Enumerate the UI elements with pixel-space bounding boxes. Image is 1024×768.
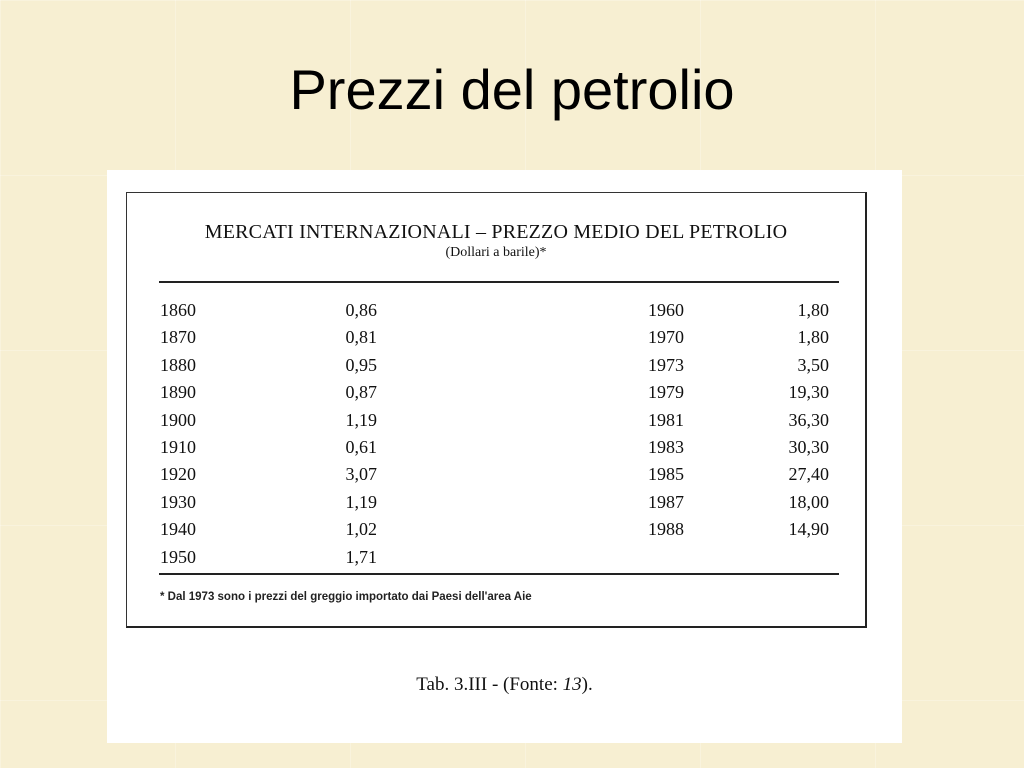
price-cell: 0,86 xyxy=(345,300,377,320)
price-cell: 19,30 xyxy=(788,382,829,403)
year-cell: 1950 xyxy=(160,546,196,567)
year-cell: 1930 xyxy=(160,491,196,512)
table-caption xyxy=(107,674,902,696)
right-year-column xyxy=(648,297,708,544)
table-subtitle: (Dollari a barile)* xyxy=(445,245,547,260)
year-cell: 1987 xyxy=(648,491,684,512)
year-cell: 1910 xyxy=(160,436,196,457)
price-cell: 3,50 xyxy=(797,354,829,375)
year-cell: 1973 xyxy=(648,354,684,375)
year-cell: 1970 xyxy=(648,327,684,348)
price-cell: 1,71 xyxy=(345,546,377,567)
table-bottom-rule xyxy=(159,573,839,575)
left-year-column xyxy=(160,297,220,571)
year-cell: 1880 xyxy=(160,354,196,375)
year-cell: 1870 xyxy=(160,327,196,348)
price-cell: 1,19 xyxy=(345,409,377,430)
price-cell: 0,87 xyxy=(345,382,377,403)
year-cell: 1983 xyxy=(648,436,684,457)
scanned-table-image xyxy=(107,170,902,743)
price-cell: 0,61 xyxy=(345,436,377,457)
year-cell: 1900 xyxy=(160,409,196,430)
table-title: MERCATI INTERNAZIONALI – PREZZO MEDIO DEL PETROLIO xyxy=(204,221,788,243)
price-cell: 1,80 xyxy=(797,300,829,320)
right-price-column xyxy=(747,297,829,544)
year-cell: 1860 xyxy=(160,300,196,320)
year-cell: 1981 xyxy=(648,409,684,430)
year-cell: 1988 xyxy=(648,519,684,540)
left-price-column xyxy=(317,297,377,571)
caption-source: 13 xyxy=(562,674,582,695)
year-cell: 1979 xyxy=(648,382,684,403)
table-top-rule xyxy=(159,281,839,283)
price-cell: 30,30 xyxy=(788,436,829,457)
year-cell: 1960 xyxy=(648,300,684,320)
year-cell: 1920 xyxy=(160,464,196,485)
year-cell: 1985 xyxy=(648,464,684,485)
price-cell: 1,80 xyxy=(797,327,829,348)
slide-title: Prezzi del petrolio xyxy=(289,58,735,121)
price-cell: 18,00 xyxy=(788,491,829,512)
price-cell: 14,90 xyxy=(788,519,829,540)
year-cell: 1890 xyxy=(160,382,196,403)
caption-prefix: Tab. 3.III - (Fonte: xyxy=(416,674,563,695)
price-cell: 0,95 xyxy=(345,354,377,375)
table-footnote: * Dal 1973 sono i prezzi del greggio importato dai Paesi dell'area Aie xyxy=(160,591,532,603)
table-frame xyxy=(126,192,867,628)
year-cell: 1940 xyxy=(160,519,196,540)
price-cell: 1,02 xyxy=(345,519,377,540)
price-cell: 0,81 xyxy=(345,327,377,348)
price-cell: 1,19 xyxy=(345,491,377,512)
price-cell: 27,40 xyxy=(788,464,829,485)
price-cell: 36,30 xyxy=(788,409,829,430)
price-cell: 3,07 xyxy=(345,464,377,485)
caption-suffix: ). xyxy=(581,674,593,695)
